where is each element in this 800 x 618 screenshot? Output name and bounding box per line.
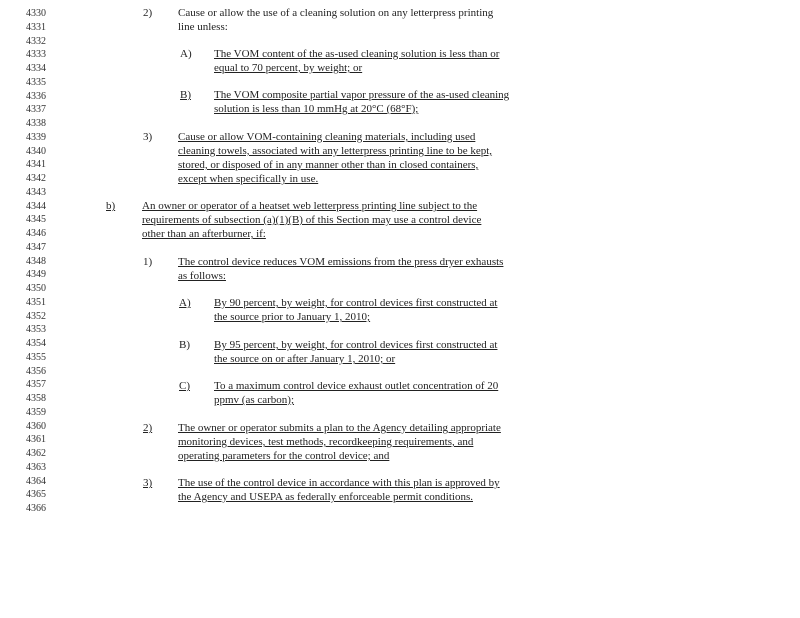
item-text-line: The owner or operator submits a plan to the Agency detailing appropriate xyxy=(178,422,501,434)
line-number: 4343 xyxy=(26,186,46,198)
line-number: 4350 xyxy=(26,283,46,294)
line-number: 4360 xyxy=(26,420,46,432)
item-text-line: except when specifically in use. xyxy=(178,173,319,185)
item-marker: 1) xyxy=(143,256,153,268)
item-text-line: equal to 70 percent, by weight; or xyxy=(214,62,363,74)
line-number: 4361 xyxy=(26,434,46,446)
item-marker: 3) xyxy=(143,477,153,489)
item-text-line: ppmv (as carbon); xyxy=(214,394,295,406)
item-marker: A) xyxy=(179,297,191,309)
item-text-line: requirements of subsection (a)(1)(B) of this Section may use a control device xyxy=(142,214,482,226)
line-number: 4363 xyxy=(26,461,46,473)
item-marker: 2) xyxy=(143,422,153,434)
line-number: 4345 xyxy=(26,214,46,226)
item-marker: B) xyxy=(180,89,191,101)
item-text-line: By 95 percent, by weight, for control devices first constructed at xyxy=(214,339,498,351)
line-number: 4338 xyxy=(26,118,46,129)
line-number: 4333 xyxy=(26,49,46,61)
item-text-line: stored, or disposed of in any manner other than in closed containers, xyxy=(178,159,479,171)
line-number: 4349 xyxy=(26,269,46,281)
line-number: 4337 xyxy=(26,104,46,116)
line-number: 4330 xyxy=(26,8,46,19)
line-number: 4362 xyxy=(26,448,46,459)
item-marker: b) xyxy=(106,200,116,212)
item-text-line: operating parameters for the control device; and xyxy=(178,450,390,462)
line-number: 4347 xyxy=(26,241,46,253)
item-text-line: An owner or operator of a heatset web letterpress printing line subject to the xyxy=(142,200,478,212)
item-text-line: solution is less than 10 mmHg at 20°C (68°F); xyxy=(214,103,419,115)
line-number: 4354 xyxy=(26,338,46,349)
line-number: 4346 xyxy=(26,228,46,239)
line-number: 4364 xyxy=(26,475,46,487)
item-text-line: The control device reduces VOM emissions from the press dryer exhausts xyxy=(178,256,504,268)
line-number: 4336 xyxy=(26,90,46,102)
item-marker: 3) xyxy=(143,131,153,143)
line-number: 4353 xyxy=(26,324,46,336)
line-number: 4332 xyxy=(26,35,46,47)
item-marker: C) xyxy=(179,380,190,392)
line-number: 4331 xyxy=(26,21,46,33)
item-text-line: Cause or allow the use of a cleaning solution on any letterpress printing xyxy=(178,7,494,19)
line-number: 4366 xyxy=(26,503,46,514)
item-text-line: monitoring devices, test methods, recordkeeping requirements, and xyxy=(178,436,474,448)
item-marker: A) xyxy=(180,48,192,60)
item-text-line: The use of the control device in accordance with this plan is approved by xyxy=(178,477,500,489)
item-text-line: The VOM content of the as-used cleaning solution is less than or xyxy=(214,48,500,60)
line-number: 4365 xyxy=(26,489,46,501)
item-text-line: By 90 percent, by weight, for control devices first constructed at xyxy=(214,297,498,309)
item-marker: 2) xyxy=(143,7,153,19)
line-number: 4356 xyxy=(26,365,46,377)
item-text-line: the source prior to January 1, 2010; xyxy=(214,311,371,323)
line-number: 4335 xyxy=(26,76,46,88)
line-number: 4341 xyxy=(26,159,46,171)
item-marker: B) xyxy=(179,339,190,351)
line-number: 4352 xyxy=(26,310,46,322)
item-text-line: line unless: xyxy=(178,21,228,33)
item-text-line: the source on or after January 1, 2010; or xyxy=(214,353,396,365)
line-number: 4342 xyxy=(26,173,46,184)
item-text-line: as follows: xyxy=(178,270,226,282)
line-number: 4340 xyxy=(26,145,46,157)
item-text-line: the Agency and USEPA as federally enforceable permit conditions. xyxy=(178,491,473,503)
line-number: 4344 xyxy=(26,200,46,212)
line-number: 4359 xyxy=(26,406,46,418)
item-text-line: Cause or allow VOM-containing cleaning materials, including used xyxy=(178,131,476,143)
item-text-line: other than an afterburner, if: xyxy=(142,228,266,240)
line-number: 4351 xyxy=(26,296,46,308)
item-text-line: cleaning towels, associated with any letterpress printing line to be kept, xyxy=(178,145,493,157)
line-number: 4355 xyxy=(26,351,46,363)
line-number: 4357 xyxy=(26,379,46,391)
line-number: 4334 xyxy=(26,63,46,74)
item-text-line: The VOM composite partial vapor pressure of the as-used cleaning xyxy=(214,89,510,101)
item-text-line: To a maximum control device exhaust outlet concentration of 20 xyxy=(214,380,499,392)
line-number: 4339 xyxy=(26,131,46,143)
line-number: 4348 xyxy=(26,255,46,267)
line-number: 4358 xyxy=(26,393,46,404)
